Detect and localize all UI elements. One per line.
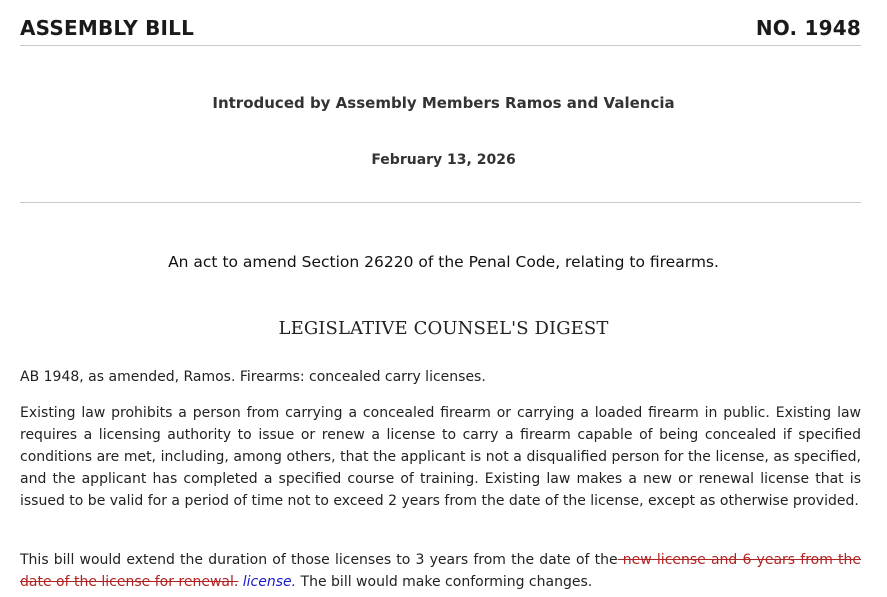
digest-summary-line: AB 1948, as amended, Ramos. Firearms: concealed carry licenses.: [20, 369, 486, 385]
header-divider: [20, 45, 861, 46]
change-text-before: This bill would extend the duration of those licenses to 3 years from the date of the: [20, 552, 618, 568]
bill-header: [20, 16, 861, 40]
digest-heading: LEGISLATIVE COUNSEL'S DIGEST: [278, 318, 609, 339]
section-divider: [20, 202, 861, 203]
inserted-text: license.: [238, 574, 297, 590]
introduced-date: February 13, 2026: [371, 152, 516, 168]
existing-law-paragraph: Existing law prohibits a person from carrying a concealed firearm or carrying a loaded firearm in public. Existing law requires a licensing authority to issue or renew a license to carry a firearm capable of being concealed if specified conditions are met, including, among others, that the applicant is not a disqualified person for the license, as specified, and the applicant has completed a specified course of training. Existing law makes a new or renewal license that is issued to be valid for a period of time not to exceed 2 years from the date of the license, except as otherwise provided.: [20, 405, 861, 509]
bill-change-paragraph: [20, 549, 861, 593]
bill-type: ASSEMBLY BILL: [20, 16, 195, 40]
struck-text: new license and 6 years from the date of the license for renewal.: [20, 552, 861, 590]
introduced-by: Introduced by Assembly Members Ramos and Valencia: [212, 94, 675, 112]
bill-number: NO. 1948: [755, 16, 861, 40]
change-text-after: The bill would make conforming changes.: [296, 574, 593, 590]
act-title: An act to amend Section 26220 of the Penal Code, relating to firearms.: [168, 253, 719, 271]
